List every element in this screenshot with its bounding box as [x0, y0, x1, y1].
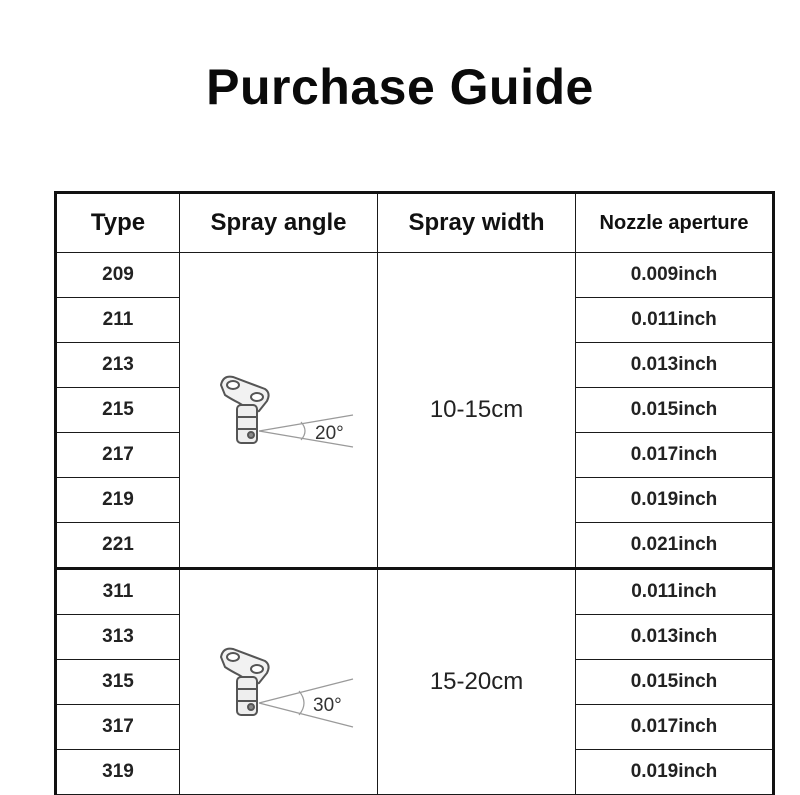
page-title: Purchase Guide — [206, 59, 594, 115]
aperture-cell: 0.017inch — [576, 433, 774, 478]
type-cell: 317 — [56, 705, 180, 750]
nozzle-20-icon — [199, 355, 359, 465]
nozzle-30-icon — [199, 627, 359, 737]
purchase-guide-table — [54, 191, 775, 795]
header-nozzle-aperture: Nozzle aperture — [576, 193, 774, 253]
type-cell: 211 — [56, 298, 180, 343]
type-cell: 311 — [56, 569, 180, 615]
aperture-cell: 0.011inch — [576, 569, 774, 615]
type-cell: 221 — [56, 523, 180, 569]
aperture-cell: 0.009inch — [576, 253, 774, 298]
aperture-cell: 0.021inch — [576, 523, 774, 569]
aperture-cell: 0.019inch — [576, 750, 774, 795]
type-cell: 215 — [56, 388, 180, 433]
header-type: Type — [56, 193, 180, 253]
spray-angle-cell — [180, 253, 378, 569]
type-cell: 217 — [56, 433, 180, 478]
spray-angle-cell — [180, 569, 378, 795]
table-row — [56, 569, 774, 615]
aperture-cell: 0.011inch — [576, 298, 774, 343]
aperture-cell: 0.013inch — [576, 615, 774, 660]
aperture-cell: 0.013inch — [576, 343, 774, 388]
header-spray-angle: Spray angle — [180, 193, 378, 253]
type-cell: 209 — [56, 253, 180, 298]
spray-width-cell: 10-15cm — [378, 253, 576, 569]
table-row — [56, 253, 774, 298]
aperture-cell: 0.015inch — [576, 388, 774, 433]
type-cell: 213 — [56, 343, 180, 388]
spray-angle-label: 20° — [314, 423, 344, 444]
spray-width-cell: 15-20cm — [378, 569, 576, 795]
header-row — [56, 193, 774, 253]
aperture-cell: 0.015inch — [576, 660, 774, 705]
type-cell: 219 — [56, 478, 180, 523]
aperture-cell: 0.017inch — [576, 705, 774, 750]
spray-angle-label: 30° — [312, 695, 342, 716]
type-cell: 319 — [56, 750, 180, 795]
type-cell: 313 — [56, 615, 180, 660]
header-spray-width: Spray width — [378, 193, 576, 253]
aperture-cell: 0.019inch — [576, 478, 774, 523]
type-cell: 315 — [56, 660, 180, 705]
